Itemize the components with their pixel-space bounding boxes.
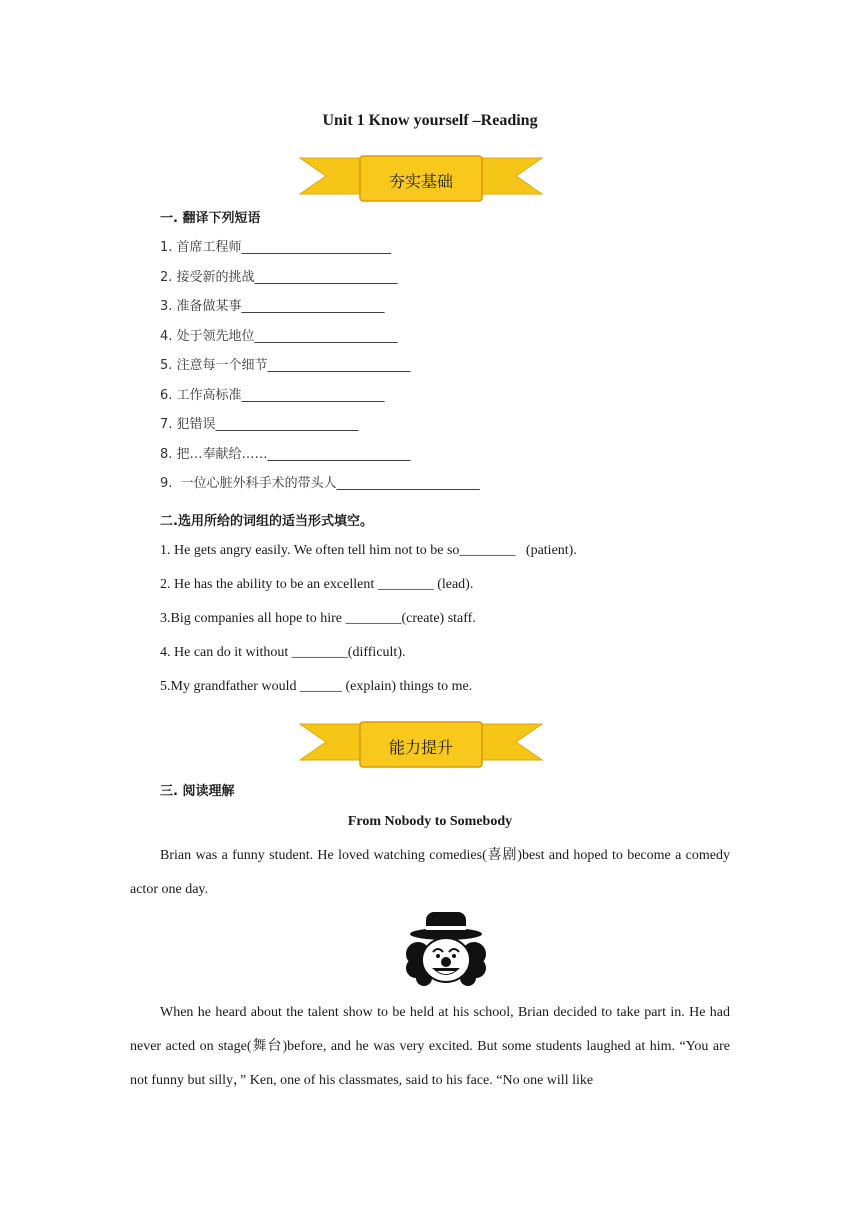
phrase-item: 9. 一位心脏外科手术的带头人______________________	[160, 476, 480, 491]
fill-blank-item: 1. He gets angry easily. We often tell him not to be so________ (patient).	[160, 543, 577, 558]
fill-blank-item: 4. He can do it without ________(difficult).	[160, 645, 406, 660]
story-paragraph: When he heard about the talent show to be held at his school, Brian decided to take part in. He had never acted on stage(舞台)before, and he was very excited. But some students laughed at him. “You are not funny but silly，” Ken, one of his classmates, said to his face. “No one will like	[130, 1005, 730, 1088]
story-title: From Nobody to Somebody	[347, 814, 513, 829]
phrase-item: 5. 注意每一个细节______________________	[160, 358, 411, 373]
phrase-item: 2. 接受新的挑战______________________	[160, 270, 398, 285]
clown-icon	[402, 908, 490, 988]
fill-blank-item: 2. He has the ability to be an excellent ________ (lead).	[160, 577, 474, 592]
phrase-item: 1. 首席工程师_______________________	[160, 240, 392, 255]
phrase-item: 6. 工作高标准______________________	[160, 388, 385, 403]
banner-label: 能力提升	[388, 738, 453, 757]
banner-label: 夯实基础	[388, 172, 453, 191]
section3-heading: 三. 阅读理解	[160, 784, 235, 799]
section2-heading: 二.选用所给的词组的适当形式填空。	[160, 514, 373, 529]
story-paragraph: Brian was a funny student. He loved watching comedies(喜剧)best and hoped to become a comedy actor one day.	[130, 848, 730, 897]
section-banner-advanced	[298, 720, 544, 772]
section-banner-basics	[298, 154, 544, 206]
section1-heading: 一. 翻译下列短语	[160, 211, 261, 226]
fill-blank-item: 5.My grandfather would ______ (explain) things to me.	[160, 679, 473, 694]
page-title: Unit 1 Know yourself –Reading	[322, 112, 538, 129]
phrase-item: 8. 把…奉献给……______________________	[160, 447, 411, 462]
phrase-item: 4. 处于领先地位______________________	[160, 329, 398, 344]
phrase-item: 3. 准备做某事______________________	[160, 299, 385, 314]
fill-blank-item: 3.Big companies all hope to hire ________(create) staff.	[160, 611, 476, 626]
phrase-item: 7. 犯错误______________________	[160, 417, 359, 432]
clown-illustration	[402, 908, 490, 988]
